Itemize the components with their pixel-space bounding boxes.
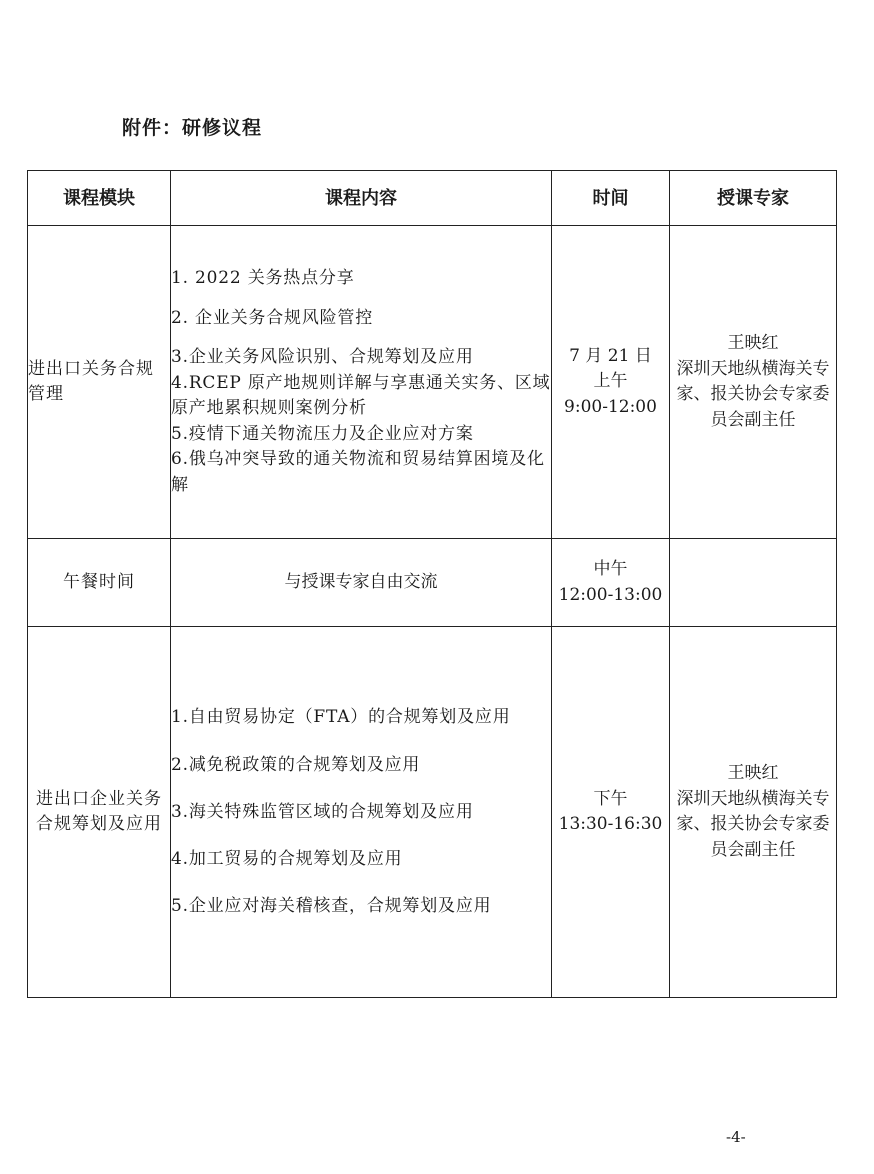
list-item: 1. 2022 关务热点分享 (171, 268, 355, 288)
content-cell: 与授课专家自由交流 (171, 539, 552, 627)
list-item: 2. 企业关务合规风险管控 (171, 307, 374, 328)
expert-cell (670, 539, 837, 627)
time-cell: 中午 12:00-13:00 (552, 539, 670, 627)
page-number: -4- (726, 1128, 746, 1146)
module-cell: 进出口企业关务合规筹划及应用 (28, 627, 171, 998)
table-row (28, 627, 837, 998)
list-item: 2.减免税政策的合规筹划及应用 (171, 754, 421, 775)
list-item: 5.疫情下通关物流压力及企业应对方案 (171, 423, 474, 444)
content-cell (171, 226, 552, 539)
list-item: 1.自由贸易协定（FTA）的合规筹划及应用 (171, 707, 511, 728)
list-item: 4.RCEP 原产地规则详解与享惠通关实务、区域原产地累积规则案例分析 (171, 372, 551, 418)
content-cell (171, 627, 552, 998)
list-item: 6.俄乌冲突导致的通关物流和贸易结算困境及化解 (171, 449, 545, 495)
list-item: 3.企业关务风险识别、合规筹划及应用 (171, 347, 474, 367)
time-cell: 7 月 21 日 上午 9:00-12:00 (552, 226, 670, 539)
header-content: 课程内容 (171, 171, 552, 226)
time-cell: 下午 13:30-16:30 (552, 627, 670, 998)
header-expert: 授课专家 (670, 171, 837, 226)
table-row (28, 226, 837, 539)
agenda-table (27, 170, 837, 998)
table-header-row (28, 171, 837, 226)
header-module: 课程模块 (28, 171, 171, 226)
table-row (28, 539, 837, 627)
list-item: 5.企业应对海关稽核查，合规筹划及应用 (171, 896, 492, 917)
list-item: 3.海关特殊监管区域的合规筹划及应用 (171, 801, 474, 822)
module-cell: 进出口关务合规管理 (28, 226, 171, 539)
expert-cell: 王映红 深圳天地纵横海关专家、报关协会专家委员会副主任 (670, 226, 837, 539)
list-item: 4.加工贸易的合规筹划及应用 (171, 849, 403, 870)
header-time: 时间 (552, 171, 670, 226)
page-heading: 附件：研修议程 (122, 117, 263, 139)
expert-cell: 王映红 深圳天地纵横海关专家、报关协会专家委员会副主任 (670, 627, 837, 998)
module-cell: 午餐时间 (28, 539, 171, 627)
